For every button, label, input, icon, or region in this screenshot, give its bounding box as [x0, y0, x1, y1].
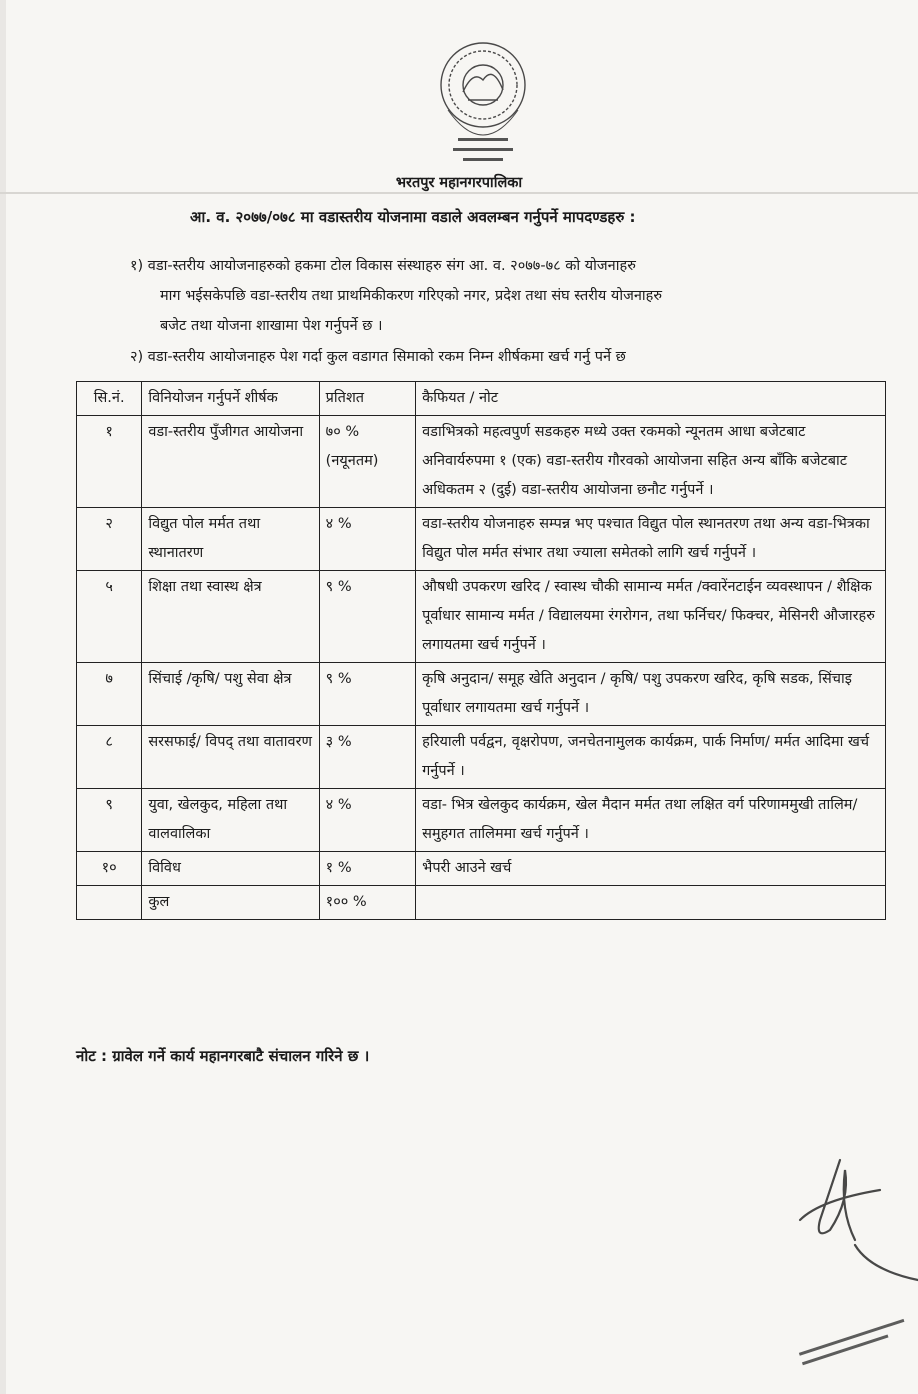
table-row — [77, 416, 886, 508]
total-label: कुल — [142, 886, 319, 920]
row-note: वडा- भित्र खेलकुद कार्यक्रम, खेल मैदान मर्मत तथा लक्षित वर्ग परिणाममुखी तालिम/ समुहगत तालिममा खर्च गर्नुपर्ने । — [416, 789, 886, 852]
row-sn: ७ — [77, 663, 142, 726]
row-title: विद्युत पोल मर्मत तथा स्थानातरण — [142, 508, 319, 571]
point-1-line-3: बजेट तथा योजना शाखामा पेश गर्नुपर्ने छ । — [160, 318, 383, 334]
point-2-line-1: २) वडा-स्तरीय आयोजनाहरु पेश गर्दा कुल वडागत सिमाको रकम निम्न शीर्षकमा खर्च गर्नु पर्ने छ — [130, 349, 626, 365]
row-sn: ८ — [77, 726, 142, 789]
row-percent: ९ % — [319, 663, 415, 726]
row-note: वडाभित्रको महत्वपुर्ण सडकहरु मध्ये उक्त रकमको न्यूनतम आधा बजेटबाट अनिवार्यरुपमा १ (एक) वडा-स्तरीय गौरवको आयोजना सहित अन्य बाँकि बजेटबाट अधिकतम २ (दुई) वडा-स्तरीय आयोजना छनौट गर्नुपर्ने । — [416, 416, 886, 508]
table-row — [77, 726, 886, 789]
table-row — [77, 789, 886, 852]
table-row — [77, 571, 886, 663]
office-title: भरतपुर महानगरपालिका — [395, 175, 523, 191]
row-percent: ३ % — [319, 726, 415, 789]
header-title: विनियोजन गर्नुपर्ने शीर्षक — [142, 382, 319, 416]
row-note: औषधी उपकरण खरिद / स्वास्थ चौकी सामान्य मर्मत /क्वारेंनटाईन व्यवस्थापन / शैक्षिक पूर्वाधार सामान्य मर्मत / विद्यालयमा रंगरोगन, तथा फर्निचर/ फिक्चर, मेसिनरी औजारहरु लगायतमा खर्च गर्नुपर्ने । — [416, 571, 886, 663]
document-subject: आ. व. २०७७/०७८ मा वडास्तरीय योजनामा वडाले अवलम्बन गर्नुपर्ने मापदण्डहरु : — [190, 208, 636, 226]
table-row — [77, 852, 886, 886]
point-1-line-1: १) वडा-स्तरीय आयोजनाहरुको हकमा टोल विकास संस्थाहरु संग आ. व. २०७७-७८ को योजनाहरु — [130, 258, 636, 274]
row-note: वडा-स्तरीय योजनाहरु सम्पन्न भए पश्चात विद्युत पोल स्थानतरण तथा अन्य वडा-भित्रका विद्युत पोल मर्मत संभार तथा ज्याला समेतको लागि खर्च गर्नुपर्ने । — [416, 508, 886, 571]
table-header-row — [77, 382, 886, 416]
row-percent: ९ % — [319, 571, 415, 663]
row-title: युवा, खेलकुद, महिला तथा वालवालिका — [142, 789, 319, 852]
row-sn: ५ — [77, 571, 142, 663]
row-percent: ४ % — [319, 508, 415, 571]
table-row — [77, 663, 886, 726]
row-sn: ९ — [77, 789, 142, 852]
row-note: कृषि अनुदान/ समूह खेति अनुदान / कृषि/ पशु उपकरण खरिद, कृषि सडक, सिंचाइ पूर्वाधार लगायतमा खर्च गर्नुपर्ने । — [416, 663, 886, 726]
row-title: सरसफाई/ विपद् तथा वातावरण — [142, 726, 319, 789]
allocation-table — [76, 381, 886, 920]
header-sn: सि.नं. — [77, 382, 142, 416]
municipality-seal-icon — [418, 30, 548, 180]
point-1-line-2: माग भईसकेपछि वडा-स्तरीय तथा प्राथमिकीकरण गरिएको नगर, प्रदेश तथा संघ स्तरीय योजनाहरु — [160, 288, 663, 304]
row-percent: ७० % (नयूनतम) — [319, 416, 415, 508]
row-title: विविध — [142, 852, 319, 886]
row-note: हरियाली पर्वद्वन, वृक्षरोपण, जनचेतनामुलक कार्यक्रम, पार्क निर्माण/ मर्मत आदिमा खर्च गर्नुपर्ने । — [416, 726, 886, 789]
row-title: वडा-स्तरीय पुँजीगत आयोजना — [142, 416, 319, 508]
signature-icon — [760, 1150, 918, 1394]
table-total-row — [77, 886, 886, 920]
header-percent: प्रतिशत — [319, 382, 415, 416]
row-percent: १ % — [319, 852, 415, 886]
row-sn: १० — [77, 852, 142, 886]
row-title: शिक्षा तथा स्वास्थ क्षेत्र — [142, 571, 319, 663]
paper-fold-line — [0, 192, 918, 194]
footnote: नोट : ग्रावेल गर्ने कार्य महानगरबाटै संचालन गरिने छ । — [76, 1047, 370, 1065]
row-note: भैपरी आउने खर्च — [416, 852, 886, 886]
header-note: कैफियत / नोट — [416, 382, 886, 416]
row-sn: १ — [77, 416, 142, 508]
total-percent: १०० % — [319, 886, 415, 920]
row-title: सिंचाई /कृषि/ पशु सेवा क्षेत्र — [142, 663, 319, 726]
table-row — [77, 508, 886, 571]
row-sn: २ — [77, 508, 142, 571]
row-percent: ४ % — [319, 789, 415, 852]
